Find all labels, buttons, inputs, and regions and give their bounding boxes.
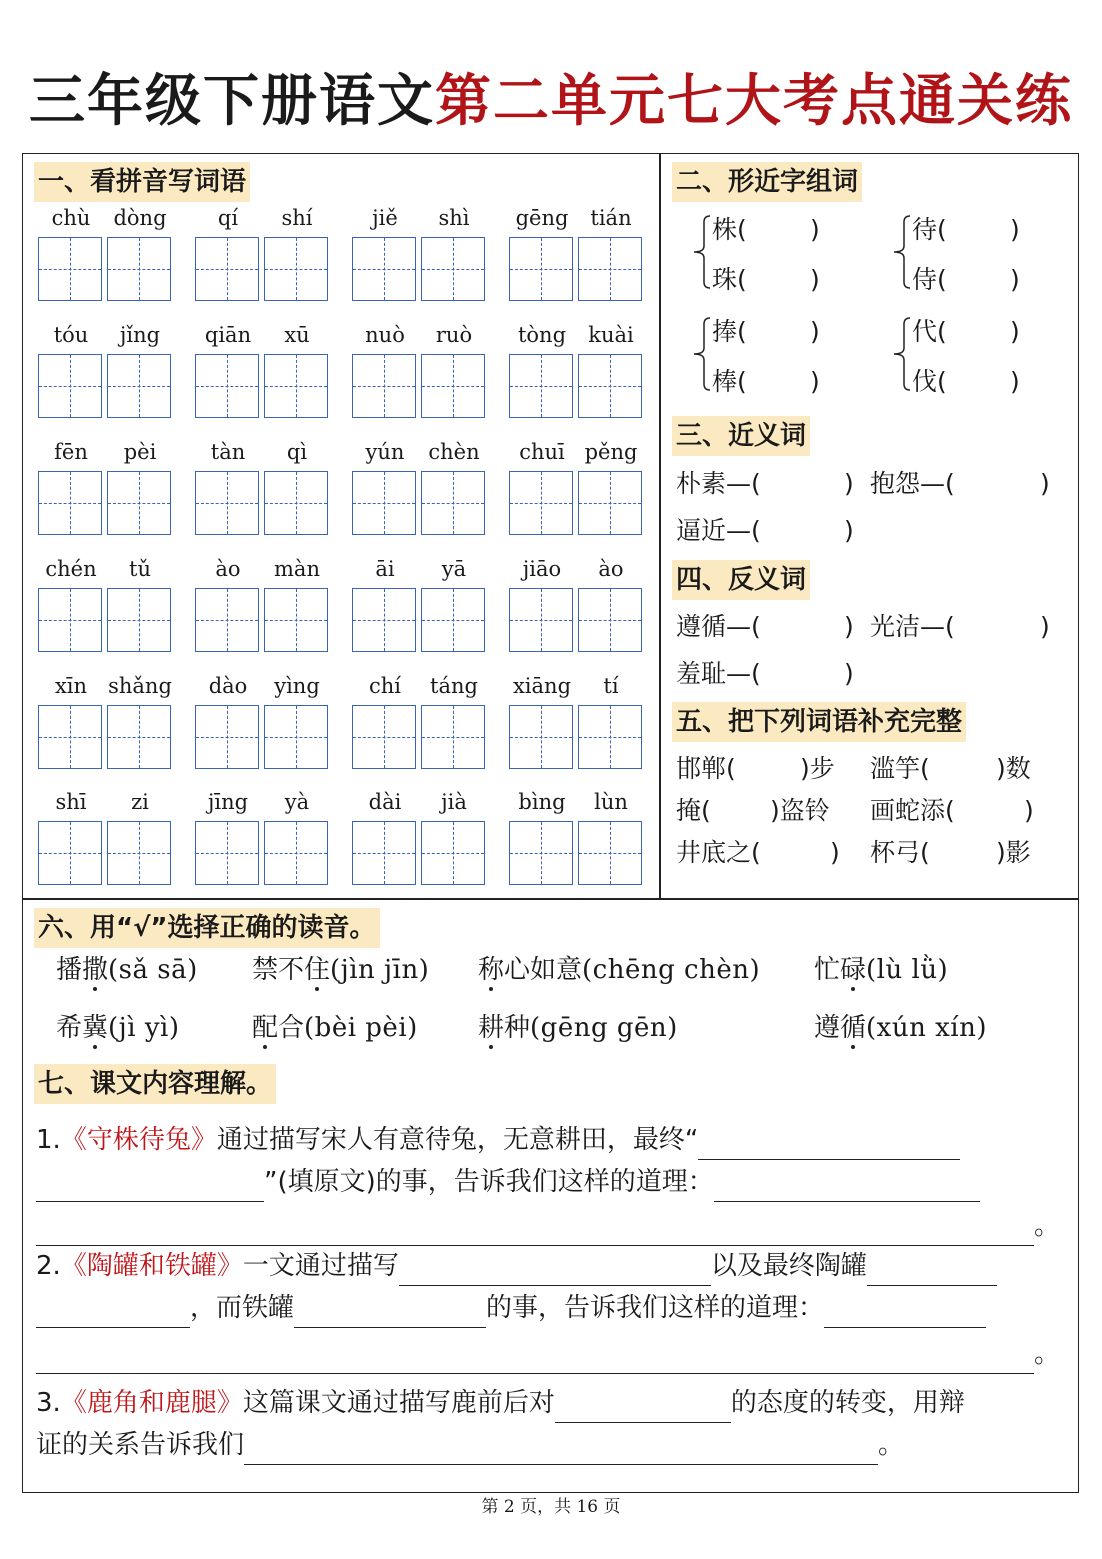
q1-blank-2[interactable] xyxy=(36,1171,264,1202)
reading-pinyin-options[interactable]: (xún xín) xyxy=(866,1013,987,1043)
s4-close-2: ) xyxy=(1040,612,1050,641)
s3-close-2: ) xyxy=(1040,469,1050,498)
writing-box[interactable] xyxy=(264,588,328,652)
reading-dotted-char: 耕 xyxy=(478,1013,505,1043)
pinyin-label: zi xyxy=(131,790,149,814)
pinyin-label: dài xyxy=(368,790,402,814)
pinyin-label: tòng xyxy=(517,323,567,347)
writing-box[interactable] xyxy=(352,821,416,885)
pinyin-label: tàn xyxy=(210,440,246,464)
section-divider xyxy=(22,898,1079,900)
pinyin-label: ào xyxy=(598,557,624,581)
s6-heading: 六、用“√”选择正确的读音。 xyxy=(34,908,380,948)
title-red: 第二单元七大考点通关练 xyxy=(435,69,1073,134)
reading-pinyin-options[interactable]: (jìn jīn) xyxy=(330,955,430,985)
q2-number: 2. xyxy=(36,1251,61,1281)
pinyin-label: ruò xyxy=(435,323,473,347)
page-title xyxy=(0,62,1102,142)
close-paren: ) xyxy=(1010,265,1020,294)
writing-box[interactable] xyxy=(352,705,416,769)
pinyin-label: pèi xyxy=(123,440,157,464)
q3-end: 。 xyxy=(878,1430,905,1460)
s3-synonym-1: 朴素—( xyxy=(676,469,761,498)
q1-end: 。 xyxy=(1034,1211,1061,1241)
s4-antonym-3: 羞耻—( xyxy=(676,659,761,688)
q2-blank-2[interactable] xyxy=(867,1255,997,1286)
pinyin-label: yún xyxy=(365,440,405,464)
writing-box[interactable] xyxy=(264,354,328,418)
writing-box[interactable] xyxy=(38,588,102,652)
q2-line2 xyxy=(36,1288,986,1328)
q1-line2 xyxy=(36,1162,980,1202)
pinyin-label: xiāng xyxy=(512,674,572,698)
writing-box[interactable] xyxy=(509,354,573,418)
pinyin-label: qiān xyxy=(204,323,252,347)
writing-box[interactable] xyxy=(195,237,259,301)
reading-dotted-char: 循 xyxy=(840,1013,867,1043)
writing-box[interactable] xyxy=(578,237,642,301)
q2-blank-6[interactable] xyxy=(36,1343,1034,1374)
writing-box[interactable] xyxy=(509,471,573,535)
writing-box[interactable] xyxy=(107,821,171,885)
pinyin-label: jīng xyxy=(207,790,249,814)
writing-box[interactable] xyxy=(264,705,328,769)
similar-char-b: 棒( xyxy=(712,367,747,396)
pinyin-label: qí xyxy=(217,206,239,230)
idiom-suffix: )步 xyxy=(800,754,835,783)
writing-box[interactable] xyxy=(578,588,642,652)
pinyin-label: shí xyxy=(281,206,313,230)
q2-line1 xyxy=(36,1246,997,1286)
pinyin-label: tǔ xyxy=(129,557,151,581)
writing-box[interactable] xyxy=(195,588,259,652)
pinyin-label: shì xyxy=(438,206,470,230)
writing-box[interactable] xyxy=(509,821,573,885)
writing-box[interactable] xyxy=(421,705,485,769)
similar-char-b: 珠( xyxy=(712,265,747,294)
idiom-prefix: 杯弓( xyxy=(870,838,930,867)
q1-text-2: ”(填原文)的事，告诉我们这样的道理： xyxy=(264,1167,714,1197)
q1-blank-3[interactable] xyxy=(714,1171,980,1202)
s1-heading: 一、看拼音写词语 xyxy=(34,162,250,202)
pinyin-label: màn xyxy=(274,557,320,581)
brace-icon xyxy=(690,212,712,292)
s3-close-1: ) xyxy=(844,469,854,498)
reading-word-post: 种 xyxy=(504,1013,531,1043)
pinyin-label: qì xyxy=(286,440,308,464)
pinyin-label: chèn xyxy=(428,440,480,464)
writing-box[interactable] xyxy=(421,471,485,535)
writing-box[interactable] xyxy=(264,471,328,535)
brace-icon xyxy=(690,314,712,394)
q2-text-1: 一文通过描写 xyxy=(242,1251,399,1281)
q1-line3 xyxy=(36,1206,1060,1246)
reading-item xyxy=(252,953,429,987)
writing-box[interactable] xyxy=(352,471,416,535)
reading-pinyin-options[interactable]: (lù lǜ) xyxy=(866,955,949,985)
writing-box[interactable] xyxy=(352,588,416,652)
page-footer: 第 2 页，共 16 页 xyxy=(481,1497,621,1517)
writing-box[interactable] xyxy=(195,471,259,535)
q3-blank-2[interactable] xyxy=(244,1434,878,1465)
pinyin-label: ào xyxy=(215,557,241,581)
similar-char-a: 代( xyxy=(912,317,947,346)
writing-box[interactable] xyxy=(107,354,171,418)
writing-box[interactable] xyxy=(38,237,102,301)
s4-close-1: ) xyxy=(844,612,854,641)
reading-dotted-char: 撒 xyxy=(82,955,109,985)
similar-char-a: 捧( xyxy=(712,317,747,346)
s3-synonym-3: 逼近—( xyxy=(676,516,761,545)
idiom-suffix: ) xyxy=(1024,796,1034,825)
idiom-suffix: ) xyxy=(830,838,840,867)
writing-box[interactable] xyxy=(107,588,171,652)
reading-dotted-char: 住 xyxy=(304,955,331,985)
reading-pinyin-options[interactable]: (gēng gēn) xyxy=(530,1013,678,1043)
q3-blank-1[interactable] xyxy=(555,1392,731,1423)
s4-heading: 四、反义词 xyxy=(672,560,810,600)
idiom-suffix: )盗铃 xyxy=(770,796,830,825)
pinyin-label: nuò xyxy=(365,323,405,347)
writing-box[interactable] xyxy=(578,821,642,885)
reading-word-pre: 遵 xyxy=(814,1013,841,1043)
pinyin-label: tóu xyxy=(53,323,89,347)
writing-box[interactable] xyxy=(38,821,102,885)
writing-box[interactable] xyxy=(578,354,642,418)
pinyin-label: tián xyxy=(590,206,632,230)
close-paren: ) xyxy=(1010,317,1020,346)
q2-blank-1[interactable] xyxy=(399,1255,711,1286)
q3-number: 3. xyxy=(36,1388,61,1418)
pinyin-label: bìng xyxy=(518,790,566,814)
pinyin-label: chí xyxy=(368,674,401,698)
s4-antonym-1: 遵循—( xyxy=(676,612,761,641)
idiom-prefix: 滥竽( xyxy=(870,754,930,783)
column-divider xyxy=(659,153,661,899)
writing-box[interactable] xyxy=(38,471,102,535)
s4-antonym-2: 光洁—( xyxy=(870,612,955,641)
pinyin-label: chuī xyxy=(519,440,565,464)
q1-text-1: 通过描写宋人有意待兔，无意耕田，最终“ xyxy=(216,1125,699,1155)
close-paren: ) xyxy=(810,317,820,346)
pinyin-label: shǎng xyxy=(108,674,172,698)
s3-synonym-2: 抱怨—( xyxy=(870,469,955,498)
reading-word-pre: 播 xyxy=(56,955,83,985)
q2-text-4: 的事，告诉我们这样的道理： xyxy=(486,1293,825,1323)
pinyin-label: jiě xyxy=(372,206,398,230)
reading-dotted-char: 冀 xyxy=(82,1013,109,1043)
reading-item xyxy=(478,953,760,987)
writing-box[interactable] xyxy=(38,354,102,418)
writing-box[interactable] xyxy=(421,588,485,652)
pinyin-label: jià xyxy=(441,790,467,814)
q2-title: 《陶罐和铁罐》 xyxy=(60,1251,243,1281)
reading-pinyin-options[interactable]: (jì yì) xyxy=(108,1013,180,1043)
brace-icon xyxy=(890,314,912,394)
close-paren: ) xyxy=(1010,215,1020,244)
s5-heading: 五、把下列词语补充完整 xyxy=(672,702,966,742)
reading-word-pre: 希 xyxy=(56,1013,83,1043)
q1-blank-1[interactable] xyxy=(698,1129,960,1160)
writing-box[interactable] xyxy=(195,821,259,885)
similar-char-a: 待( xyxy=(912,215,947,244)
reading-dotted-char: 称 xyxy=(478,955,505,985)
similar-char-b: 侍( xyxy=(912,265,947,294)
reading-item xyxy=(814,953,948,987)
close-paren: ) xyxy=(1010,367,1020,396)
pinyin-label: tí xyxy=(603,674,619,698)
q3-line2 xyxy=(36,1425,904,1465)
reading-word-pre: 忙 xyxy=(814,955,841,985)
writing-box[interactable] xyxy=(107,471,171,535)
idiom-prefix: 井底之( xyxy=(676,838,761,867)
q1-number: 1. xyxy=(36,1125,61,1155)
q2-end: 。 xyxy=(1034,1339,1061,1369)
writing-box[interactable] xyxy=(38,705,102,769)
writing-box[interactable] xyxy=(107,237,171,301)
pinyin-label: yìng xyxy=(274,674,320,698)
writing-box[interactable] xyxy=(107,705,171,769)
pinyin-label: āi xyxy=(375,557,395,581)
reading-word-post: 心如意 xyxy=(504,955,583,985)
reading-item xyxy=(478,1011,678,1045)
pinyin-label: yà xyxy=(284,790,310,814)
q2-text-3: ，而铁罐 xyxy=(190,1293,295,1323)
writing-box[interactable] xyxy=(421,237,485,301)
pinyin-label: chù xyxy=(51,206,91,230)
s3-heading: 三、近义词 xyxy=(672,416,810,456)
q1-line1 xyxy=(36,1120,960,1160)
pinyin-label: jiāo xyxy=(522,557,562,581)
pinyin-label: xīn xyxy=(54,674,88,698)
reading-pinyin-options[interactable]: (chēng chèn) xyxy=(582,955,761,985)
pinyin-label: xū xyxy=(284,323,310,347)
close-paren: ) xyxy=(810,265,820,294)
idiom-suffix: )数 xyxy=(996,754,1031,783)
pinyin-label: jǐng xyxy=(119,323,161,347)
pinyin-label: shī xyxy=(55,790,87,814)
pinyin-label: gēng xyxy=(515,206,569,230)
pinyin-label: kuài xyxy=(588,323,634,347)
brace-icon xyxy=(890,212,912,292)
writing-box[interactable] xyxy=(195,354,259,418)
idiom-prefix: 画蛇添( xyxy=(870,796,955,825)
s4-close-3: ) xyxy=(844,659,854,688)
writing-box[interactable] xyxy=(421,354,485,418)
reading-pinyin-options[interactable]: (bèi pèi) xyxy=(304,1013,418,1043)
idiom-suffix: )影 xyxy=(996,838,1031,867)
q3-text-2: 的态度的转变，用辩 xyxy=(730,1388,965,1418)
writing-box[interactable] xyxy=(509,588,573,652)
q3-text-3: 证的关系告诉我们 xyxy=(36,1430,245,1460)
reading-dotted-char: 配 xyxy=(252,1013,279,1043)
q2-text-2: 以及最终陶罐 xyxy=(710,1251,867,1281)
s7-heading: 七、课文内容理解。 xyxy=(34,1064,276,1104)
writing-box[interactable] xyxy=(578,471,642,535)
title-black: 三年级下册语文 xyxy=(29,69,435,134)
idiom-prefix: 邯郸( xyxy=(676,754,736,783)
writing-box[interactable] xyxy=(509,237,573,301)
q3-title: 《鹿角和鹿腿》 xyxy=(60,1388,243,1418)
pinyin-label: yā xyxy=(441,557,467,581)
s2-heading: 二、形近字组词 xyxy=(672,162,862,202)
q3-line1 xyxy=(36,1383,965,1423)
pinyin-label: lùn xyxy=(594,790,628,814)
pinyin-label: chén xyxy=(45,557,97,581)
pinyin-label: fēn xyxy=(54,440,88,464)
pinyin-label: dào xyxy=(208,674,248,698)
reading-word-post: 合 xyxy=(278,1013,305,1043)
pinyin-label: pěng xyxy=(584,440,638,464)
reading-dotted-char: 碌 xyxy=(840,955,867,985)
close-paren: ) xyxy=(810,367,820,396)
idiom-prefix: 掩( xyxy=(676,796,711,825)
pinyin-label: dòng xyxy=(113,206,167,230)
writing-box[interactable] xyxy=(264,237,328,301)
writing-box[interactable] xyxy=(264,821,328,885)
q1-blank-4[interactable] xyxy=(36,1215,1034,1246)
q2-line3 xyxy=(36,1334,1060,1374)
reading-item xyxy=(56,1011,179,1045)
writing-box[interactable] xyxy=(352,354,416,418)
pinyin-label: táng xyxy=(430,674,478,698)
q3-text-1: 这篇课文通过描写鹿前后对 xyxy=(242,1388,555,1418)
writing-box[interactable] xyxy=(578,705,642,769)
reading-item xyxy=(252,1011,418,1045)
reading-word-pre: 禁不 xyxy=(252,955,305,985)
writing-box[interactable] xyxy=(421,821,485,885)
q2-blank-5[interactable] xyxy=(824,1297,986,1328)
similar-char-a: 株( xyxy=(712,215,747,244)
writing-box[interactable] xyxy=(195,705,259,769)
reading-pinyin-options[interactable]: (sǎ sā) xyxy=(108,955,198,985)
reading-item xyxy=(814,1011,987,1045)
q2-blank-4[interactable] xyxy=(294,1297,486,1328)
writing-box[interactable] xyxy=(352,237,416,301)
q2-blank-3[interactable] xyxy=(36,1297,190,1328)
close-paren: ) xyxy=(810,215,820,244)
s3-close-3: ) xyxy=(844,516,854,545)
reading-item xyxy=(56,953,198,987)
similar-char-b: 伐( xyxy=(912,367,947,396)
q1-title: 《守株待兔》 xyxy=(60,1125,217,1155)
writing-box[interactable] xyxy=(509,705,573,769)
